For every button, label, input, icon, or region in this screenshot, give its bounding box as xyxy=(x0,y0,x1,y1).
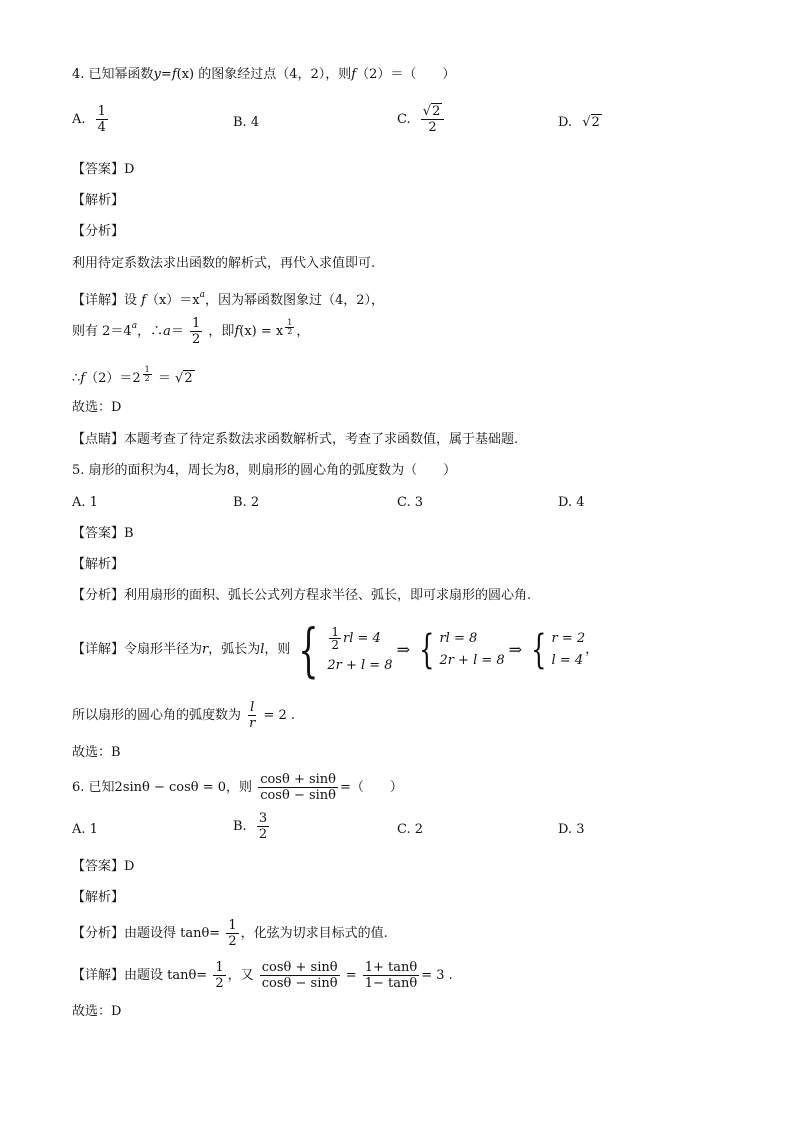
fraction-den: 2 xyxy=(331,637,339,652)
q6-stem xyxy=(72,772,403,803)
q5-choose: 故选：B xyxy=(72,745,121,760)
system-line: r = 2 xyxy=(551,631,586,646)
text: ＝ xyxy=(170,324,184,339)
q4-fenxi-tag: 【分析】 xyxy=(72,224,125,239)
fraction-den: 2 xyxy=(215,976,224,991)
brace-icon: { xyxy=(298,616,320,684)
q6-option-c: C. 2 xyxy=(397,822,424,837)
fraction-den: 2 xyxy=(228,934,237,949)
implies-icon: ⇒ xyxy=(508,640,523,659)
fraction-num: 1 xyxy=(228,918,237,933)
q5-xiangjie xyxy=(72,616,599,684)
brace-icon: { xyxy=(531,627,547,673)
q5-option-b: B. 2 xyxy=(233,495,260,510)
q6-choose: 故选：D xyxy=(72,1004,122,1019)
fraction-den: 2 xyxy=(258,827,268,842)
brace-icon: { xyxy=(419,627,435,673)
equation-system-1 xyxy=(290,616,393,684)
option-a-fraction xyxy=(96,104,108,135)
system-line: 2r + l = 8 xyxy=(439,653,505,668)
text: ， xyxy=(296,324,310,339)
q4-var: (x) xyxy=(176,67,195,82)
exponent-half xyxy=(285,319,294,336)
text: ，弧长为 xyxy=(208,642,261,657)
fraction-num: 1 xyxy=(97,104,106,119)
q6-stem-fraction xyxy=(258,772,338,803)
text: 【分析】由题设得 tanθ= xyxy=(72,926,221,941)
fraction-num: cosθ + sinθ xyxy=(260,772,336,787)
fraction-den: cosθ − sinθ xyxy=(260,788,336,803)
exponent: a xyxy=(199,290,206,300)
text: ，即 xyxy=(208,324,235,339)
fraction-den: cosθ − sinθ xyxy=(261,976,338,991)
option-c-fraction xyxy=(421,104,445,135)
text: 【详解】由题设 tanθ= xyxy=(72,968,208,983)
implies-icon: ⇒ xyxy=(396,640,410,659)
option-b-fraction xyxy=(257,811,269,842)
fraction-half xyxy=(226,918,238,949)
text: 则有 2＝4 xyxy=(72,324,132,339)
q4-choose: 故选：D xyxy=(72,400,122,415)
q4-fenxi: 利用待定系数法求出函数的解析式，再代入求值即可. xyxy=(72,256,376,271)
fraction-den: 2 xyxy=(144,374,150,383)
fraction-half xyxy=(190,316,202,347)
option-label: D. xyxy=(558,115,573,130)
fraction-cos-sin xyxy=(260,960,340,991)
q6-jiexi: 【解析】 xyxy=(72,890,125,905)
sqrt-sign: √ xyxy=(175,371,184,386)
q5-fenxi: 【分析】利用扇形的面积、弧长公式列方程求半径、弧长，即可求扇形的圆心角. xyxy=(72,588,532,603)
fraction-num: 1 xyxy=(192,316,201,331)
system-line: rl = 8 xyxy=(439,631,478,646)
system-lines xyxy=(439,628,504,672)
text: ， xyxy=(585,642,599,657)
fraction-den: 2 xyxy=(287,327,293,336)
text: ，又 xyxy=(227,968,254,983)
text: f xyxy=(80,371,86,386)
sqrt-sign: √ xyxy=(582,115,591,130)
text: ，化弦为切求目标式的值. xyxy=(240,926,388,941)
text: 【详解】令扇形半径为 xyxy=(72,642,203,657)
fraction-num: √2 xyxy=(421,104,445,120)
q4-jiexi: 【解析】 xyxy=(72,193,125,208)
text: 设 xyxy=(124,293,142,308)
sqrt-radicand: 2 xyxy=(432,104,441,119)
text: 6. 已知 xyxy=(72,780,115,795)
fraction-half xyxy=(213,960,225,991)
fraction-num: l xyxy=(250,700,255,715)
fraction-num: 3 xyxy=(258,811,268,826)
text: 2sinθ − cosθ = 0 xyxy=(114,780,227,795)
exponent-half xyxy=(143,366,152,383)
q6-option-a: A. 1 xyxy=(72,822,98,837)
fraction-num: 1 xyxy=(144,365,150,374)
q4-stem-text-c: （2）＝（ ） xyxy=(356,67,456,82)
q4-dianjing: 【点睛】本题考查了待定系数法求函数解析式，考查了求函数值，属于基础题. xyxy=(72,432,519,447)
fraction-l-over-r xyxy=(247,700,257,731)
q5-option-d: D. 4 xyxy=(558,495,585,510)
q5-conclusion xyxy=(72,700,295,731)
text: ，因为幂函数图象过（4，2）， xyxy=(205,293,385,308)
option-label: A. xyxy=(72,112,86,127)
system-line: 2r + l = 8 xyxy=(327,657,393,673)
sqrt-radicand: 2 xyxy=(184,371,193,386)
text: a xyxy=(163,324,171,339)
q5-option-c: C. 3 xyxy=(397,495,424,510)
fraction-den: 1− tanθ xyxy=(364,976,418,991)
fraction-num: 1 xyxy=(331,624,339,639)
q4-xiangjie-line3 xyxy=(72,366,195,388)
fraction-num: 1+ tanθ xyxy=(364,960,418,975)
q4-option-d xyxy=(558,114,602,132)
q5-jiexi: 【解析】 xyxy=(72,557,125,572)
fraction-num: 1 xyxy=(215,960,224,975)
q4-option-a xyxy=(72,104,110,135)
q5-option-a: A. 1 xyxy=(72,495,98,510)
q5-stem: 5. 扇形的面积为4，周长为8，则扇形的圆心角的弧度数为（ ） xyxy=(72,463,457,478)
text: ∴ xyxy=(72,371,81,386)
text: （2）＝2 xyxy=(85,371,141,386)
system-line xyxy=(327,626,392,651)
system-line: l = 4 xyxy=(551,653,584,668)
q4-stem xyxy=(72,66,455,84)
fraction-den: r xyxy=(249,716,256,731)
text: l xyxy=(260,642,265,657)
text: r xyxy=(202,642,209,657)
q6-xiangjie xyxy=(72,960,453,991)
text: ，则 xyxy=(226,780,253,795)
fraction-den: 2 xyxy=(428,120,437,135)
fraction-den: 2 xyxy=(192,332,201,347)
q4-f2: f xyxy=(351,67,357,82)
fraction-num: cosθ + sinθ xyxy=(261,960,338,975)
text: rl = 4 xyxy=(342,630,381,646)
text: （x）＝x xyxy=(145,293,200,308)
q4-option-b: B. 4 xyxy=(233,115,260,130)
q4-fx: f xyxy=(171,67,177,82)
q4-stem-text: 4. 已知幂函数 xyxy=(72,67,154,82)
text: = 3 . xyxy=(421,968,453,983)
q6-option-b xyxy=(233,811,271,842)
text: ＝ xyxy=(157,371,171,386)
fraction-num: 1 xyxy=(287,318,293,327)
q4-eq: = xyxy=(160,67,172,82)
equation-system-2 xyxy=(414,628,505,672)
q4-answer: 【答案】D xyxy=(72,162,135,177)
text: = 2 . xyxy=(259,708,296,723)
option-label: C. xyxy=(397,112,411,127)
text: (x) = x xyxy=(239,324,284,339)
q5-answer: 【答案】B xyxy=(72,526,134,541)
text: f xyxy=(234,324,240,339)
text: ，∴ xyxy=(137,324,164,339)
system-lines xyxy=(552,628,586,672)
fraction-den: 4 xyxy=(97,120,106,135)
q6-option-d: D. 3 xyxy=(558,822,585,837)
q4-option-c xyxy=(397,104,446,135)
exponent: a xyxy=(131,321,138,331)
text: ，则 xyxy=(264,642,291,657)
text: = xyxy=(345,968,357,983)
text: =（ ） xyxy=(340,780,403,795)
fraction-half xyxy=(329,626,341,651)
equation-system-3 xyxy=(526,628,585,672)
q6-fenxi xyxy=(72,918,388,949)
sqrt-radicand: 2 xyxy=(591,115,600,130)
system-lines xyxy=(327,626,392,675)
xiangjie-tag: 【详解】 xyxy=(72,293,125,308)
q4-stem-text-b: 的图象经过点（4，2），则 xyxy=(194,67,352,82)
text: f xyxy=(141,293,146,308)
option-label: B. xyxy=(233,819,247,834)
text: 所以扇形的圆心角的弧度数为 xyxy=(72,708,242,723)
q4-func: y xyxy=(153,67,161,82)
fraction-tan xyxy=(363,960,419,991)
q4-xiangjie-line1 xyxy=(72,286,384,310)
q6-answer: 【答案】D xyxy=(72,859,135,874)
q4-xiangjie-line2 xyxy=(72,316,309,347)
